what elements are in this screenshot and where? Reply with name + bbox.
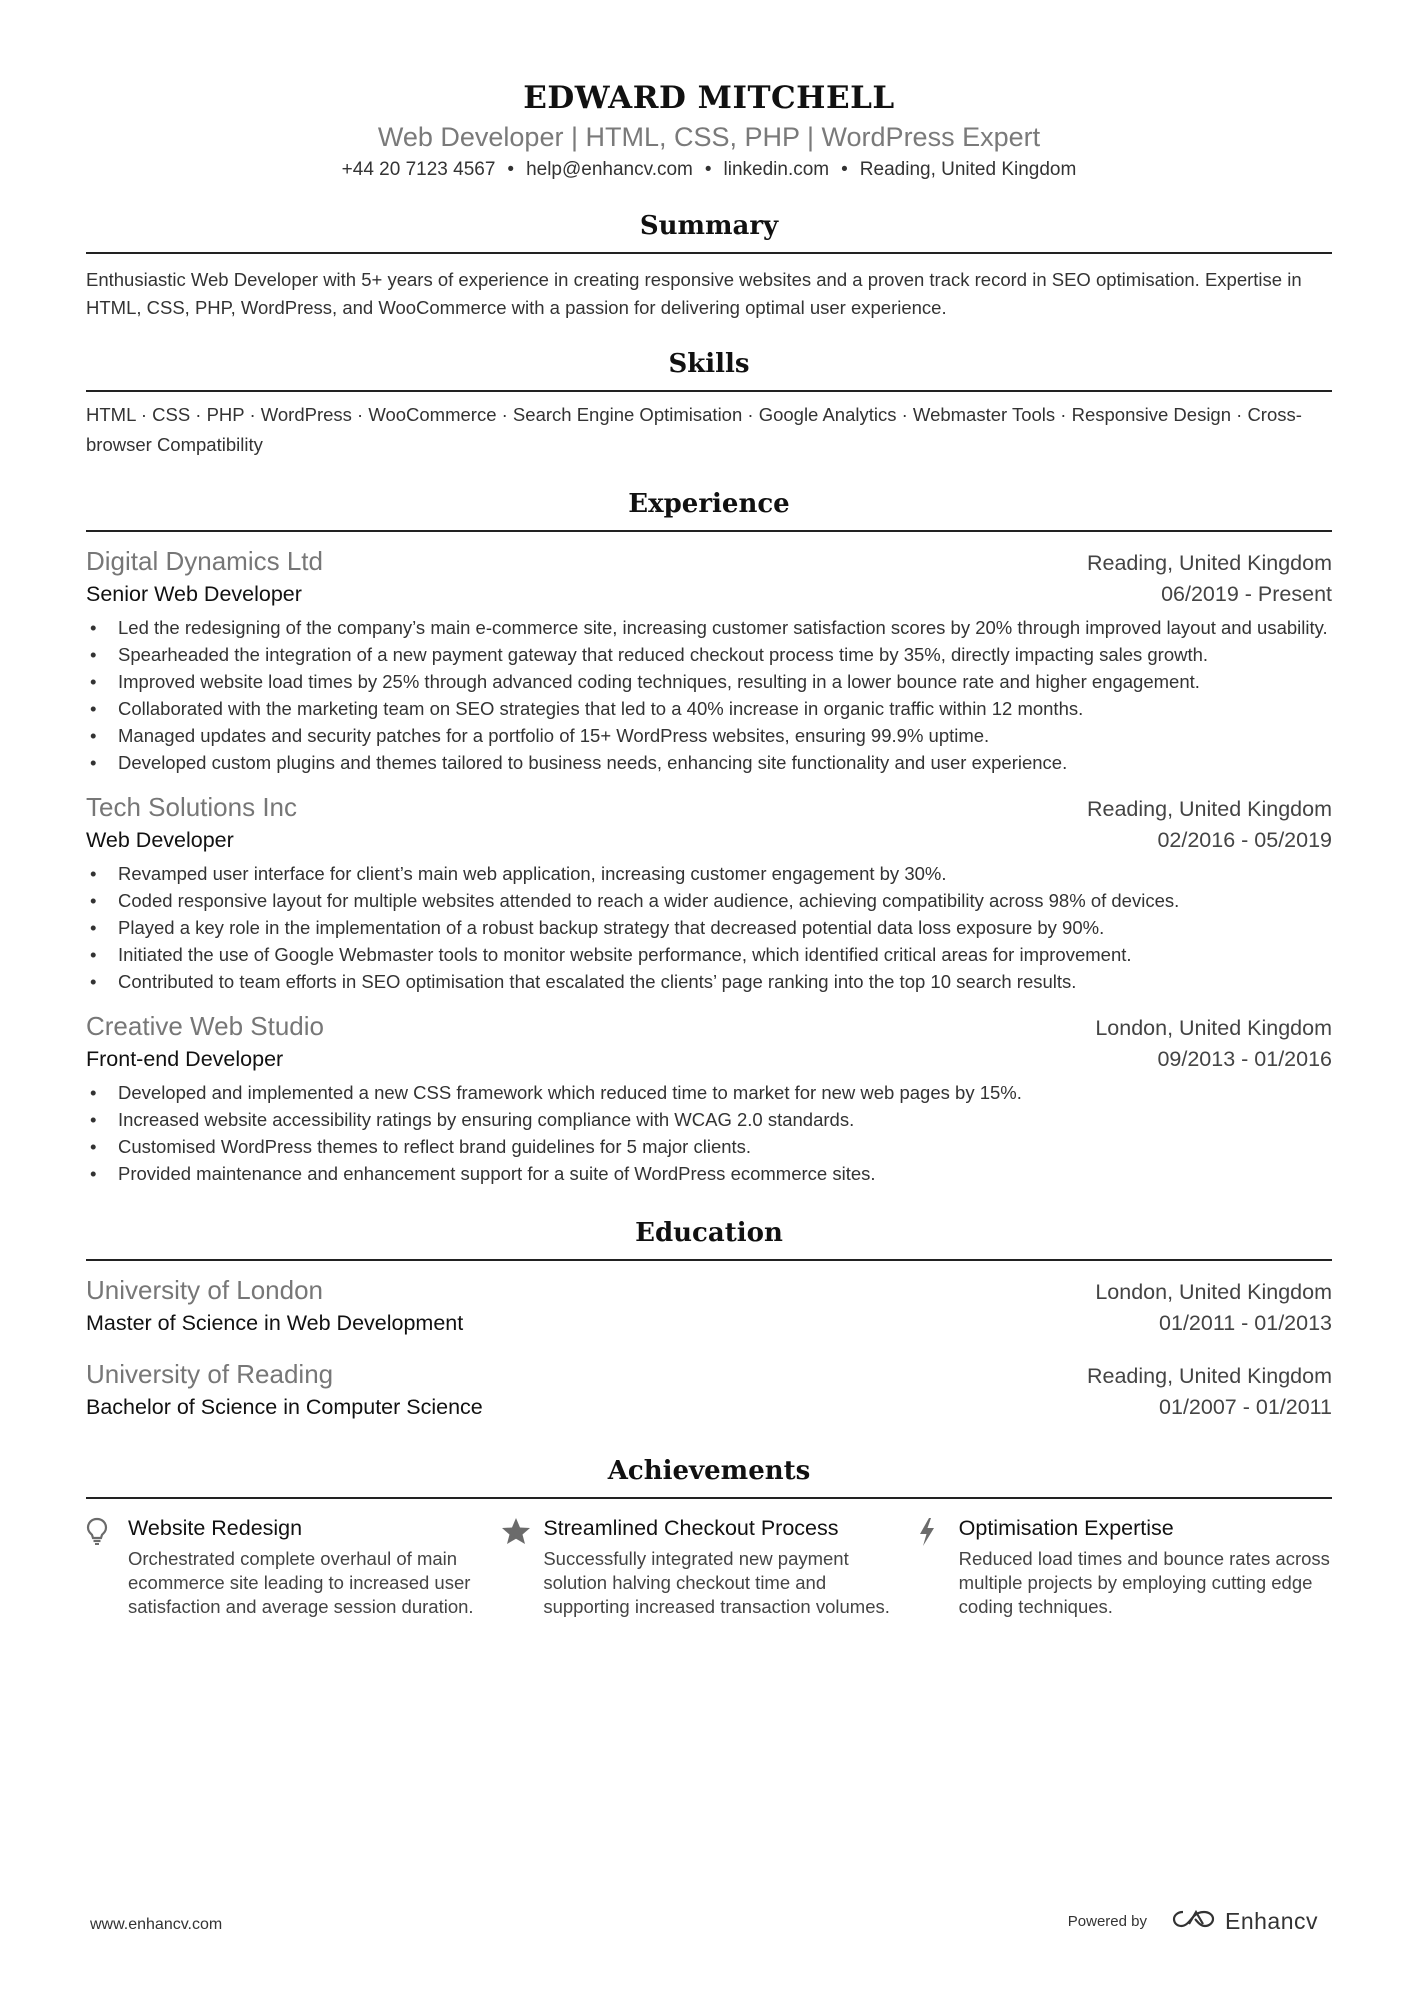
company-name: Tech Solutions Inc: [86, 792, 298, 822]
achievement-title: Website Redesign: [128, 1516, 303, 1540]
job-bullets: [86, 860, 1332, 995]
achievement-title: Optimisation Expertise: [958, 1516, 1174, 1540]
section-heading-achievements: Achievements: [86, 1453, 1332, 1499]
school-name: University of London: [86, 1275, 324, 1305]
skills-section: [86, 346, 1332, 460]
school-name: University of Reading: [86, 1359, 334, 1389]
bullet-item: • Coded responsive layout for multiple websites attended to reach a wider audience, achieving compatibility across 98% of devices.: [86, 887, 1332, 914]
footer-branding: [1068, 1908, 1318, 1935]
job-dates: 02/2016 - 05/2019: [1157, 828, 1332, 852]
company-name: Digital Dynamics Ltd: [86, 546, 323, 576]
education-section: [86, 1215, 1332, 1423]
enhancv-logo-icon: [1171, 1908, 1217, 1935]
achievement-desc: Orchestrated complete overhaul of main ecommerce site leading to increased user satisfaction and average session duration.: [128, 1548, 474, 1617]
school-location: Reading, United Kingdom: [1086, 1364, 1332, 1388]
job-role: Senior Web Developer: [86, 582, 302, 606]
achievement-desc: Successfully integrated new payment solution halving checkout time and supporting increased transaction volumes.: [543, 1548, 890, 1617]
location: Reading, United Kingdom: [859, 159, 1077, 180]
bullet-item: • Improved website load times by 25% through advanced coding techniques, resulting in a lower bounce rate and higher engagement.: [86, 668, 1332, 695]
experience-section: [86, 486, 1332, 1187]
section-heading-summary: Summary: [86, 208, 1332, 254]
bullet-item: • Contributed to team efforts in SEO optimisation that escalated the clients’ page ranking into the top 10 search results.: [86, 968, 1332, 995]
bullet-item: • Spearheaded the integration of a new payment gateway that reduced checkout process time by 35%, directly impacting sales growth.: [86, 641, 1332, 668]
bullet-item: • Increased website accessibility ratings by ensuring compliance with WCAG 2.0 standards.: [86, 1106, 1332, 1133]
bullet-item: • Managed updates and security patches for a portfolio of 15+ WordPress websites, ensuring 99.9% uptime.: [86, 722, 1332, 749]
bullet-item: • Initiated the use of Google Webmaster tools to monitor website performance, which identified critical areas for improvement.: [86, 941, 1332, 968]
achievement-item: [917, 1513, 1332, 1619]
company-name: Creative Web Studio: [86, 1011, 324, 1041]
job-entry: [86, 790, 1332, 995]
star-icon: [501, 1513, 543, 1619]
education-dates: 01/2011 - 01/2013: [1159, 1311, 1332, 1335]
job-dates: 09/2013 - 01/2016: [1157, 1047, 1332, 1071]
email-link[interactable]: help@enhancv.com: [526, 159, 693, 180]
job-location: Reading, United Kingdom: [1086, 551, 1332, 575]
achievement-item: [86, 1513, 501, 1619]
separator-dot: •: [841, 159, 848, 180]
lightbulb-icon: [86, 1513, 128, 1619]
contact-line: [86, 156, 1332, 184]
bullet-item: • Played a key role in the implementation of a robust backup strategy that decreased potential data loss exposure by 90%.: [86, 914, 1332, 941]
summary-text: Enthusiastic Web Developer with 5+ years of experience in creating responsive websites and a proven track record in SEO optimisation. Expertise in HTML, CSS, PHP, WordPress, and WooCommerce with a passion for delivering optimal user experience.: [86, 269, 1302, 318]
brand-name: Enhancv: [1224, 1908, 1318, 1934]
achievements-row: [86, 1513, 1332, 1619]
job-location: Reading, United Kingdom: [1086, 797, 1332, 821]
achievement-title: Streamlined Checkout Process: [543, 1516, 839, 1540]
bullet-item: • Customised WordPress themes to reflect brand guidelines for 5 major clients.: [86, 1133, 1332, 1160]
job-dates: 06/2019 - Present: [1161, 582, 1332, 606]
school-location: London, United Kingdom: [1095, 1280, 1332, 1304]
phone: +44 20 7123 4567: [341, 159, 496, 180]
bullet-item: • Collaborated with the marketing team on SEO strategies that led to a 40% increase in organic traffic within 12 months.: [86, 695, 1332, 722]
job-bullets: [86, 614, 1332, 776]
education-entry: [86, 1357, 1332, 1423]
bullet-item: • Developed and implemented a new CSS framework which reduced time to market for new web pages by 15%.: [86, 1079, 1332, 1106]
powered-by-label: Powered by: [1067, 1913, 1147, 1930]
resume-header: [86, 0, 1332, 184]
achievement-desc: Reduced load times and bounce rates across multiple projects by employing cutting edge coding techniques.: [958, 1548, 1330, 1617]
job-entry: [86, 1009, 1332, 1187]
achievements-section: [86, 1453, 1332, 1619]
lightning-icon: [917, 1513, 959, 1619]
education-dates: 01/2007 - 01/2011: [1159, 1395, 1332, 1419]
skills-list: HTML · CSS · PHP · WordPress · WooCommerce · Search Engine Optimisation · Google Analytics · Webmaster Tools · Responsive Design · Cross-browser Compatibility: [86, 404, 1302, 455]
section-heading-education: Education: [86, 1215, 1332, 1261]
job-entry: [86, 544, 1332, 776]
job-role: Front-end Developer: [86, 1047, 284, 1071]
job-bullets: [86, 1079, 1332, 1187]
candidate-name: EDWARD MITCHELL: [523, 80, 895, 116]
degree: Master of Science in Web Development: [86, 1311, 464, 1335]
bullet-item: • Provided maintenance and enhancement support for a suite of WordPress ecommerce sites.: [86, 1160, 1332, 1187]
section-heading-skills: Skills: [86, 346, 1332, 392]
candidate-title: Web Developer | HTML, CSS, PHP | WordPress Expert: [377, 122, 1041, 152]
bullet-item: • Revamped user interface for client’s main web application, increasing customer engagement by 30%.: [86, 860, 1332, 887]
summary-section: [86, 208, 1332, 322]
education-entry: [86, 1273, 1332, 1339]
resume-page: [86, 0, 1332, 1619]
degree: Bachelor of Science in Computer Science: [86, 1395, 483, 1419]
separator-dot: •: [704, 159, 712, 180]
job-role: Web Developer: [86, 828, 234, 852]
section-heading-experience: Experience: [86, 486, 1332, 532]
separator-dot: •: [507, 159, 515, 180]
job-location: London, United Kingdom: [1095, 1016, 1332, 1040]
footer-website-link[interactable]: www.enhancv.com: [90, 1916, 223, 1933]
linkedin-link[interactable]: linkedin.com: [723, 159, 830, 180]
bullet-item: • Developed custom plugins and themes tailored to business needs, enhancing site functionality and user experience.: [86, 749, 1332, 776]
bullet-item: • Led the redesigning of the company’s main e-commerce site, increasing customer satisfaction scores by 20% through improved layout and usability.: [86, 614, 1332, 641]
achievement-item: [501, 1513, 916, 1619]
